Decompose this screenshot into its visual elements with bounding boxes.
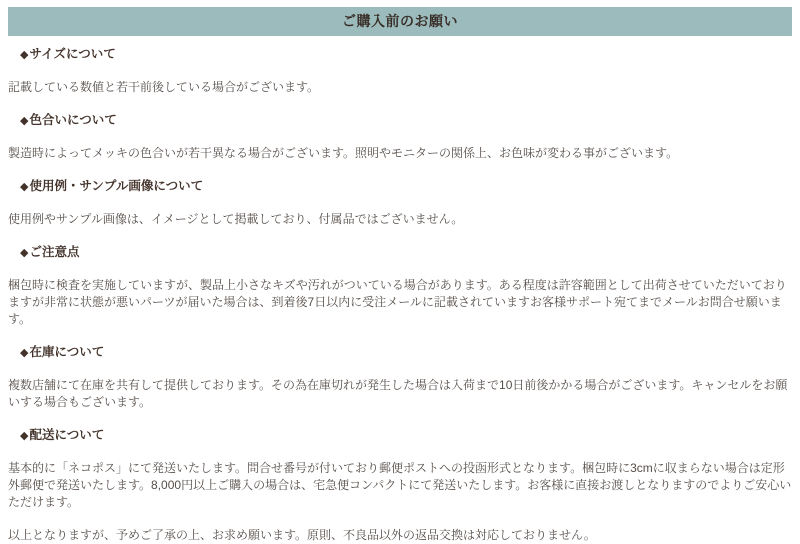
- section-heading-shipping: [20, 427, 792, 445]
- section-size: [8, 46, 792, 96]
- diamond-bullet-icon: ◆: [20, 430, 29, 442]
- section-body-text: 記載している数値と若干前後している場合がございます。: [8, 80, 320, 94]
- section-heading-label: 在庫について: [29, 345, 105, 359]
- notes-content: [0, 46, 800, 544]
- section-stock: [8, 344, 792, 411]
- section-heading-color: [20, 112, 792, 130]
- section-body-text: 複数店舗にて在庫を共有して提供しております。その為在庫切れが発生した場合は入荷まで10日前後かかる場合がございます。キャンセルをお願いする場合もございます。: [8, 378, 788, 409]
- diamond-bullet-icon: ◆: [20, 347, 29, 359]
- section-heading-size: [20, 46, 792, 64]
- section-body-text: 製造時によってメッキの色合いが若干異なる場合がございます。照明やモニターの関係上、お色味が変わる事がございます。: [8, 146, 679, 160]
- section-heading-label: ご注意点: [29, 245, 80, 259]
- section-heading-label: 色合いについて: [29, 113, 117, 127]
- footer-note: 以上となりますが、予めご了承の上、お求め願います。原則、不良品以外の返品交換は対応しておりません。: [8, 528, 596, 542]
- page-title-banner: [8, 7, 792, 36]
- section-heading-label: 配送について: [29, 428, 105, 442]
- section-heading-label: サイズについて: [29, 47, 116, 61]
- section-body-text: 使用例やサンプル画像は、イメージとして掲載しており、付属品ではございません。: [8, 212, 464, 226]
- diamond-bullet-icon: ◆: [20, 49, 29, 61]
- section-shipping: [8, 427, 792, 511]
- section-heading-label: 使用例・サンプル画像について: [29, 179, 204, 193]
- section-color: [8, 112, 792, 162]
- section-heading-stock: [20, 344, 792, 362]
- section-body-text: 基本的に「ネコポス」にて発送いたします。問合せ番号が付いており郵便ポストへの投函形式となります。梱包時に3cmに収まらない場合は定形外郵便で発送いたします。8,000円以上ご購入の場合は、宅急便コンパクトにて発送いたします。お客様に直接お渡しとなりますのでよりご安心いただけます。: [8, 461, 792, 509]
- diamond-bullet-icon: ◆: [20, 115, 29, 127]
- diamond-bullet-icon: ◆: [20, 247, 29, 259]
- section-body-text: 梱包時に検査を実施していますが、製品上小さなキズや汚れがついている場合があります。ある程度は許容範囲として出荷させていただいておりますが非常に状態が悪いパーツが届いた場合は、到着後7日以内に受注メールに記載されていますお客様サポート宛てまでメールお問合せ願います。: [8, 278, 787, 326]
- page-title: ご購入前のお願い: [342, 13, 458, 29]
- section-sample-images: [8, 178, 792, 228]
- section-heading-sample-images: [20, 178, 792, 196]
- diamond-bullet-icon: ◆: [20, 181, 29, 193]
- section-cautions: [8, 244, 792, 328]
- section-heading-cautions: [20, 244, 792, 262]
